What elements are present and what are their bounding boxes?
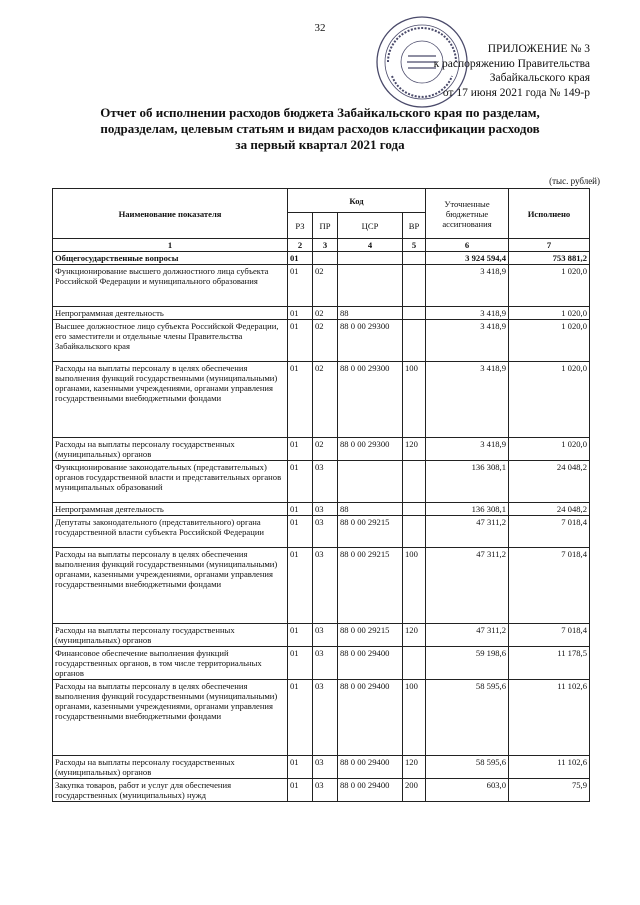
table-row xyxy=(53,516,590,548)
cell-vr: 100 xyxy=(403,548,426,624)
cell-vr: 120 xyxy=(403,756,426,779)
cell-assigned: 3 418,9 xyxy=(426,362,509,438)
cell-rz: 01 xyxy=(288,624,313,647)
cell-pr: 03 xyxy=(313,680,338,756)
cell-executed: 7 018,4 xyxy=(509,548,590,624)
column-number: 5 xyxy=(403,239,426,252)
cell-assigned: 47 311,2 xyxy=(426,516,509,548)
cell-name: Непрограммная деятельность xyxy=(53,307,288,320)
cell-vr xyxy=(403,647,426,680)
table-row xyxy=(53,438,590,461)
header-rz: РЗ xyxy=(288,213,313,239)
cell-csr xyxy=(338,461,403,503)
cell-pr: 02 xyxy=(313,362,338,438)
table-row xyxy=(53,548,590,624)
cell-csr: 88 0 00 29400 xyxy=(338,647,403,680)
cell-name: Закупка товаров, работ и услуг для обеспечения государственных (муниципальных) нужд xyxy=(53,779,288,802)
cell-name: Функционирование законодательных (представительных) органов государственной власти и представительных органов муниципальных образований xyxy=(53,461,288,503)
cell-rz: 01 xyxy=(288,779,313,802)
table-row xyxy=(53,680,590,756)
cell-rz: 01 xyxy=(288,362,313,438)
cell-executed: 11 178,5 xyxy=(509,647,590,680)
cell-assigned: 136 308,1 xyxy=(426,461,509,503)
cell-rz: 01 xyxy=(288,252,313,265)
cell-rz: 01 xyxy=(288,461,313,503)
column-number: 2 xyxy=(288,239,313,252)
cell-executed: 75,9 xyxy=(509,779,590,802)
cell-rz: 01 xyxy=(288,647,313,680)
cell-executed: 1 020,0 xyxy=(509,320,590,362)
cell-name: Расходы на выплаты персоналу государственных (муниципальных) органов xyxy=(53,438,288,461)
cell-vr xyxy=(403,516,426,548)
cell-pr: 03 xyxy=(313,779,338,802)
cell-pr: 03 xyxy=(313,756,338,779)
cell-executed: 11 102,6 xyxy=(509,680,590,756)
column-number: 7 xyxy=(509,239,590,252)
cell-executed: 24 048,2 xyxy=(509,503,590,516)
table-row xyxy=(53,362,590,438)
cell-executed: 1 020,0 xyxy=(509,362,590,438)
cell-assigned: 59 198,6 xyxy=(426,647,509,680)
cell-name: Финансовое обеспечение выполнения функций государственных органов, в том числе территориальных органов xyxy=(53,647,288,680)
cell-executed: 753 881,2 xyxy=(509,252,590,265)
appendix-note xyxy=(400,42,590,100)
cell-vr: 120 xyxy=(403,438,426,461)
cell-assigned: 47 311,2 xyxy=(426,548,509,624)
appendix-line-4: от 17 июня 2021 года № 149-р xyxy=(442,86,590,99)
cell-csr: 88 0 00 29400 xyxy=(338,680,403,756)
cell-vr xyxy=(403,265,426,307)
cell-pr: 03 xyxy=(313,503,338,516)
column-number: 3 xyxy=(313,239,338,252)
cell-rz: 01 xyxy=(288,320,313,362)
header-name: Наименование показателя xyxy=(53,189,288,239)
cell-assigned: 3 418,9 xyxy=(426,265,509,307)
header-vr: ВР xyxy=(403,213,426,239)
appendix-line-3: Забайкальского края xyxy=(489,72,590,84)
cell-name: Функционирование высшего должностного лица субъекта Российской Федерации и муниципального образования xyxy=(53,265,288,307)
cell-name: Общегосударственные вопросы xyxy=(53,252,288,265)
cell-rz: 01 xyxy=(288,516,313,548)
cell-csr: 88 0 00 29300 xyxy=(338,362,403,438)
cell-name: Депутаты законодательного (представительного) органа государственной власти субъекта Российской Федерации xyxy=(53,516,288,548)
cell-csr: 88 0 00 29300 xyxy=(338,320,403,362)
cell-pr: 02 xyxy=(313,265,338,307)
cell-assigned: 58 595,6 xyxy=(426,756,509,779)
page-number: 32 xyxy=(314,22,326,34)
cell-vr xyxy=(403,461,426,503)
cell-vr xyxy=(403,307,426,320)
cell-assigned: 3 418,9 xyxy=(426,438,509,461)
column-number: 4 xyxy=(338,239,403,252)
cell-rz: 01 xyxy=(288,438,313,461)
cell-csr: 88 0 00 29400 xyxy=(338,779,403,802)
cell-executed: 7 018,4 xyxy=(509,516,590,548)
cell-rz: 01 xyxy=(288,680,313,756)
cell-csr: 88 0 00 29400 xyxy=(338,756,403,779)
cell-rz: 01 xyxy=(288,265,313,307)
column-number: 1 xyxy=(53,239,288,252)
cell-vr xyxy=(403,503,426,516)
cell-csr xyxy=(338,265,403,307)
cell-csr: 88 xyxy=(338,307,403,320)
cell-executed: 7 018,4 xyxy=(509,624,590,647)
cell-rz: 01 xyxy=(288,756,313,779)
cell-executed: 1 020,0 xyxy=(509,438,590,461)
column-number: 6 xyxy=(426,239,509,252)
header-assigned: Уточненные бюджетные ассигнования xyxy=(426,189,509,239)
cell-executed: 24 048,2 xyxy=(509,461,590,503)
cell-executed: 11 102,6 xyxy=(509,756,590,779)
table-row xyxy=(53,756,590,779)
cell-csr: 88 0 00 29215 xyxy=(338,624,403,647)
cell-assigned: 3 418,9 xyxy=(426,320,509,362)
cell-name: Непрограммная деятельность xyxy=(53,503,288,516)
cell-assigned: 58 595,6 xyxy=(426,680,509,756)
header-csr: ЦСР xyxy=(338,213,403,239)
table-row xyxy=(53,624,590,647)
budget-table xyxy=(52,188,590,802)
cell-pr xyxy=(313,252,338,265)
cell-rz: 01 xyxy=(288,307,313,320)
cell-name: Высшее должностное лицо субъекта Российской Федерации, его заместители и отдельные члены Правительства Забайкальского края xyxy=(53,320,288,362)
cell-executed: 1 020,0 xyxy=(509,265,590,307)
units-label: (тыс. рублей) xyxy=(549,176,600,186)
cell-vr: 120 xyxy=(403,624,426,647)
header-executed: Исполнено xyxy=(509,189,590,239)
table-row xyxy=(53,307,590,320)
cell-name: Расходы на выплаты персоналу в целях обеспечения выполнения функций государственными (муниципальными) органами, казенными учреждениями, органами управления государственными внебюджетными фондами xyxy=(53,680,288,756)
cell-rz: 01 xyxy=(288,548,313,624)
cell-name: Расходы на выплаты персоналу в целях обеспечения выполнения функций государственными (муниципальными) органами, казенными учреждениями, органами управления государственными внебюджетными фондами xyxy=(53,548,288,624)
appendix-line-1: ПРИЛОЖЕНИЕ № 3 xyxy=(487,43,590,55)
cell-csr: 88 0 00 29215 xyxy=(338,548,403,624)
cell-assigned: 3 418,9 xyxy=(426,307,509,320)
cell-name: Расходы на выплаты персоналу государственных (муниципальных) органов xyxy=(53,756,288,779)
cell-pr: 03 xyxy=(313,624,338,647)
cell-pr: 03 xyxy=(313,548,338,624)
cell-pr: 03 xyxy=(313,461,338,503)
cell-csr: 88 0 00 29300 xyxy=(338,438,403,461)
table-row xyxy=(53,503,590,516)
cell-rz: 01 xyxy=(288,503,313,516)
cell-vr: 100 xyxy=(403,362,426,438)
cell-vr: 200 xyxy=(403,779,426,802)
cell-assigned: 603,0 xyxy=(426,779,509,802)
cell-csr: 88 0 00 29215 xyxy=(338,516,403,548)
table-row xyxy=(53,461,590,503)
title-line-1: Отчет об исполнении расходов бюджета Забайкальского края по разделам, xyxy=(100,105,540,120)
table-row xyxy=(53,647,590,680)
cell-pr: 02 xyxy=(313,307,338,320)
table-row xyxy=(53,265,590,307)
document-title xyxy=(40,105,600,153)
cell-csr: 88 xyxy=(338,503,403,516)
cell-assigned: 3 924 594,4 xyxy=(426,252,509,265)
cell-pr: 03 xyxy=(313,647,338,680)
cell-assigned: 47 311,2 xyxy=(426,624,509,647)
header-pr: ПР xyxy=(313,213,338,239)
cell-pr: 02 xyxy=(313,320,338,362)
cell-assigned: 136 308,1 xyxy=(426,503,509,516)
appendix-line-2: к распоряжению Правительства xyxy=(433,57,590,70)
cell-vr: 100 xyxy=(403,680,426,756)
cell-pr: 02 xyxy=(313,438,338,461)
cell-executed: 1 020,0 xyxy=(509,307,590,320)
table-row xyxy=(53,320,590,362)
title-line-3: за первый квартал 2021 года xyxy=(235,137,405,152)
header-code: Код xyxy=(288,189,426,213)
title-line-2: подразделам, целевым статьям и видам расходов классификации расходов xyxy=(100,121,540,136)
cell-name: Расходы на выплаты персоналу государственных (муниципальных) органов xyxy=(53,624,288,647)
cell-vr xyxy=(403,320,426,362)
cell-name: Расходы на выплаты персоналу в целях обеспечения выполнения функций государственными (муниципальными) органами, казенными учреждениями, органами управления государственными внебюджетными фондами xyxy=(53,362,288,438)
table-row xyxy=(53,779,590,802)
table-row xyxy=(53,252,590,265)
cell-vr xyxy=(403,252,426,265)
cell-csr xyxy=(338,252,403,265)
cell-pr: 03 xyxy=(313,516,338,548)
